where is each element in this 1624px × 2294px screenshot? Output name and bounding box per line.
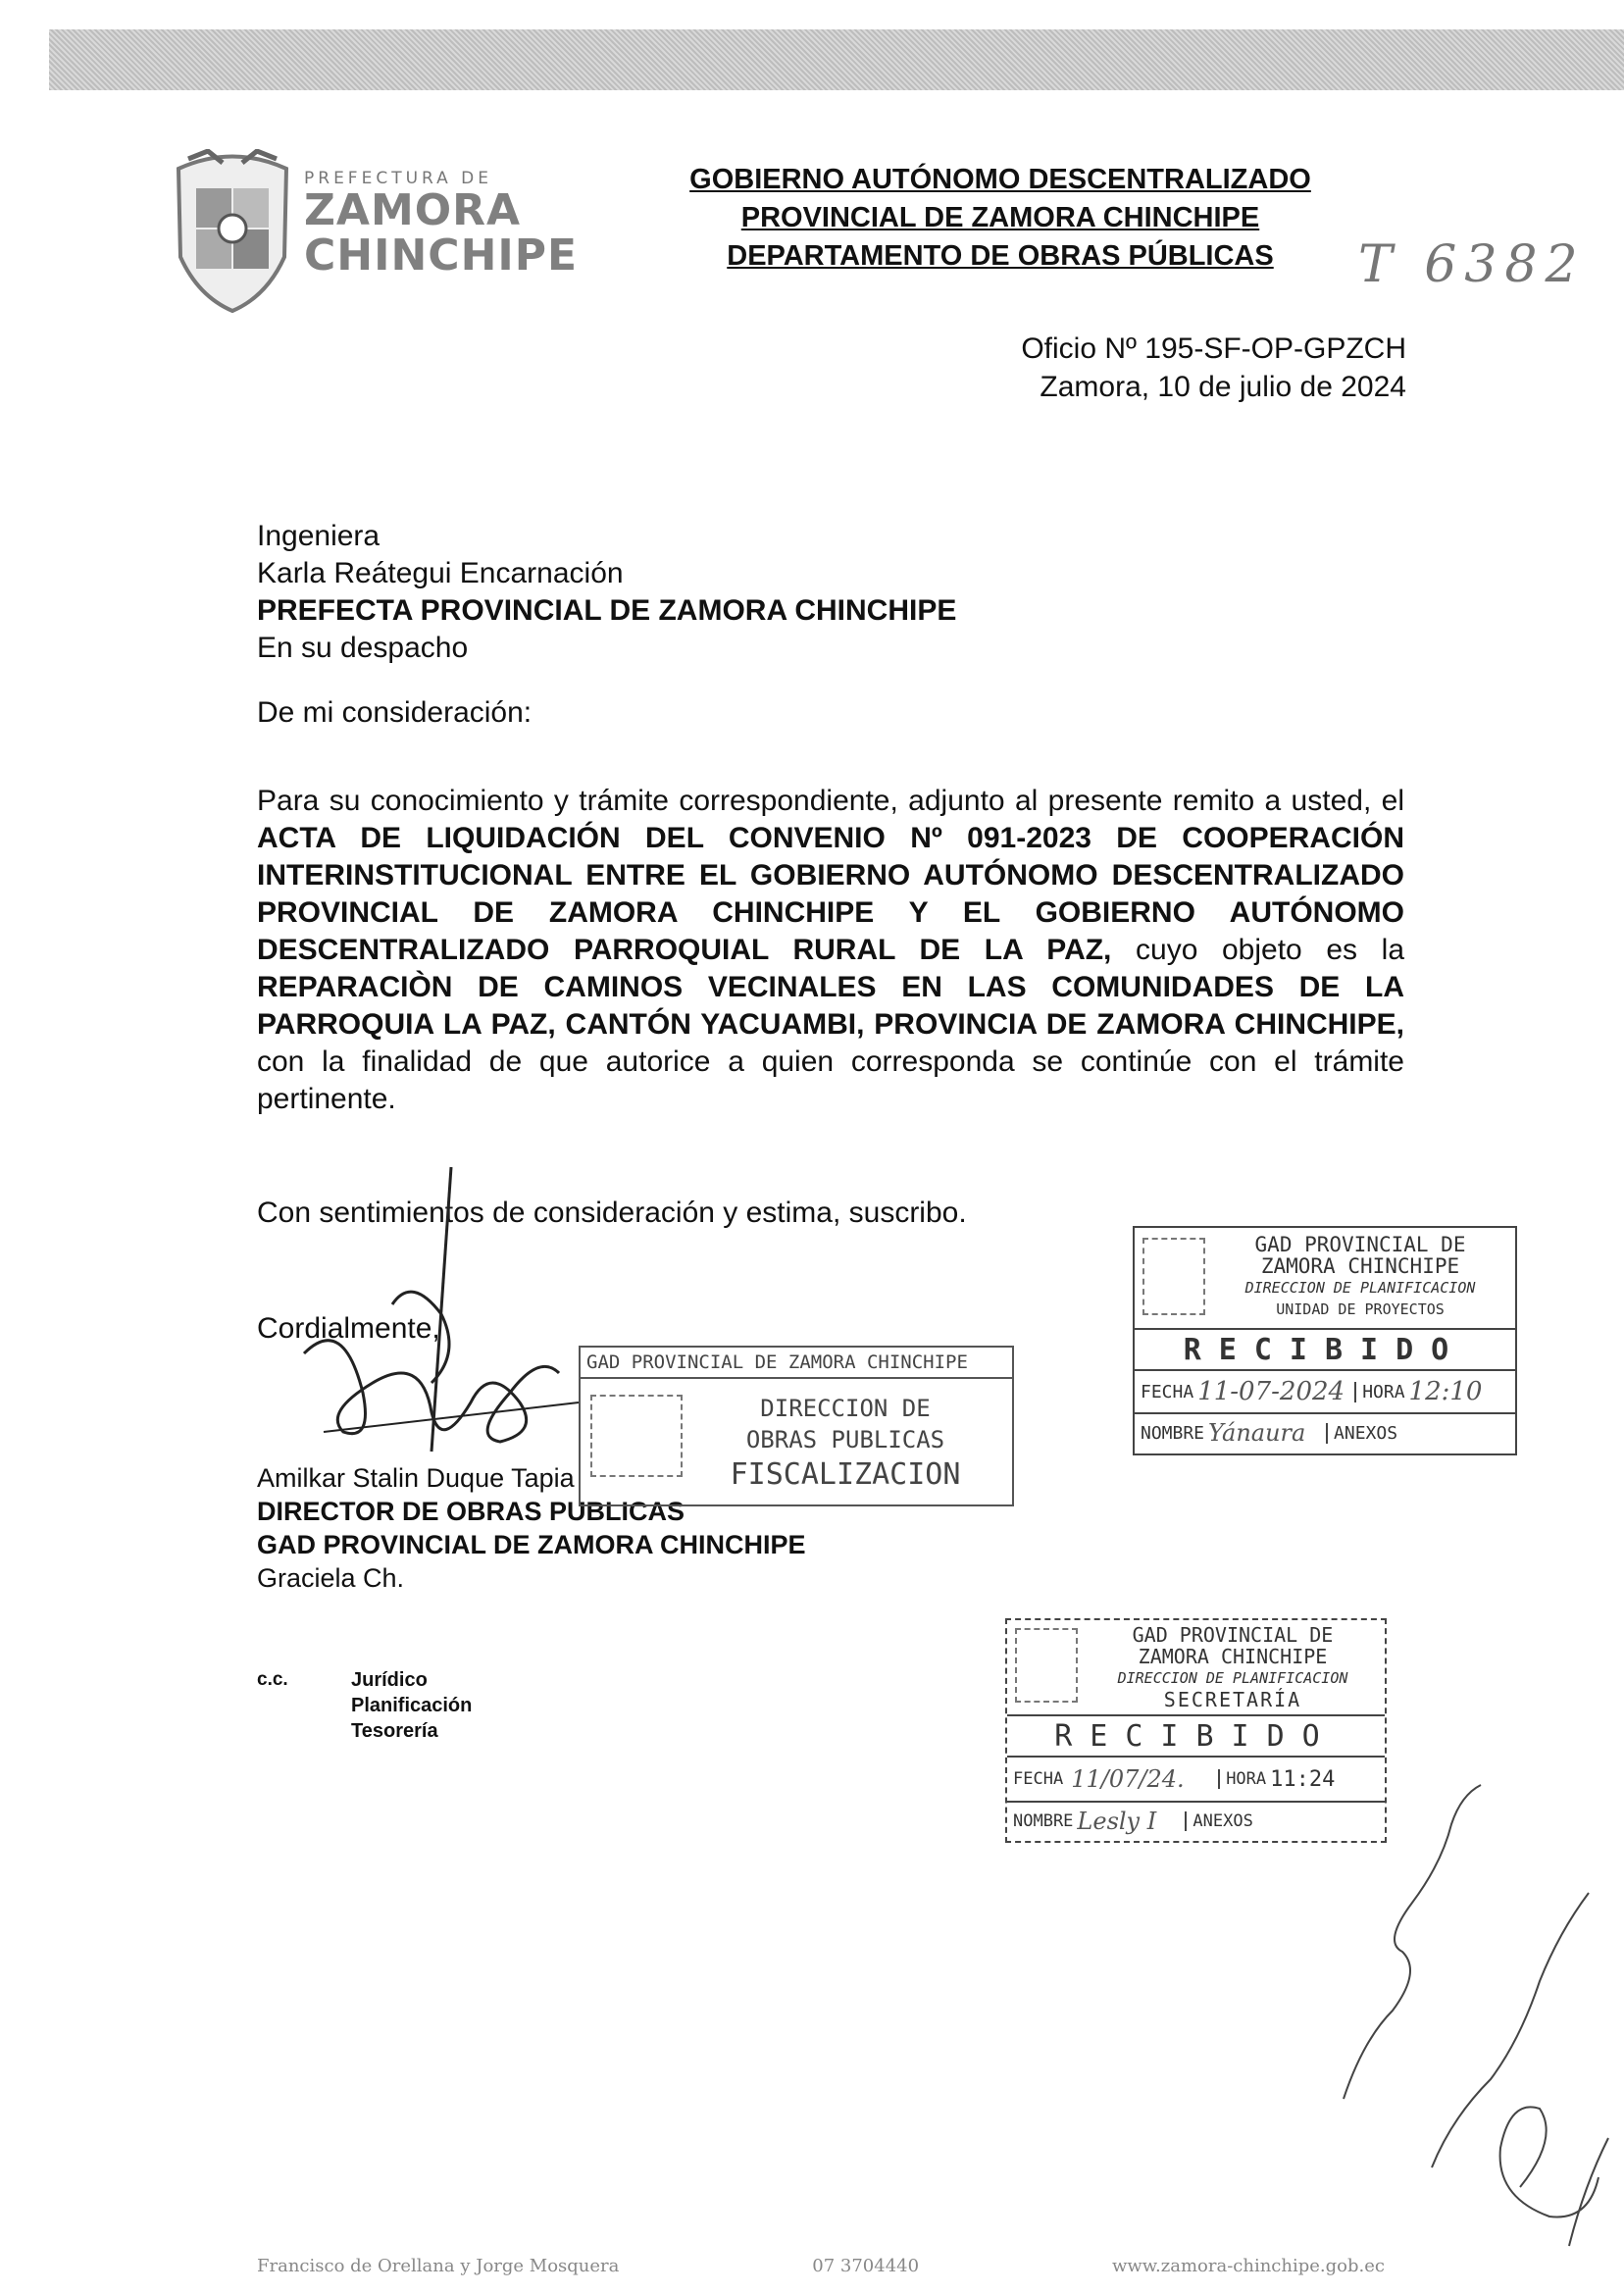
oficio-block	[1021, 330, 1406, 406]
stamp-sec-nombre-value: Lesly I	[1077, 1808, 1157, 1835]
stamp-plan-hora-label: HORA	[1354, 1382, 1404, 1402]
stamp-sec-hora-value: 11:24	[1270, 1766, 1336, 1792]
stamp-sec-line4: SECRETARÍA	[1163, 1688, 1302, 1711]
stamp-plan-line4: UNIDAD DE PROYECTOS	[1276, 1300, 1445, 1318]
header-line1: GOBIERNO AUTÓNOMO DESCENTRALIZADO	[689, 164, 1311, 195]
handwritten-margin-note	[1304, 1726, 1618, 2256]
logo-line2: CHINCHIPE	[304, 230, 579, 280]
stamp-sec-recibido: RECIBIDO	[1007, 1714, 1385, 1756]
oficio-date: Zamora, 10 de julio de 2024	[1040, 371, 1406, 403]
stamp-plan-nombre-row	[1135, 1412, 1515, 1452]
paragraph-bold-2: REPARACIÒN DE CAMINOS VECINALES EN LAS COMUNIDADES DE LA PARROQUIA LA PAZ, CANTÓN YACUAMBI, PROVINCIA DE ZAMORA CHINCHIPE,	[257, 971, 1404, 1041]
page-footer	[257, 2256, 1385, 2276]
footer-address: Francisco de Orellana y Jorge Mosquera	[257, 2256, 620, 2276]
paragraph-text-2: cuyo objeto es la	[1111, 934, 1404, 966]
header-line2: PROVINCIAL DE ZAMORA CHINCHIPE	[740, 202, 1260, 233]
stamp-plan-anexos-label: ANEXOS	[1326, 1423, 1397, 1444]
stamp-plan-nombre-label: NOMBRE	[1141, 1422, 1205, 1444]
stamp-plan-line3: DIRECCION DE PLANIFICACION	[1244, 1279, 1476, 1297]
stamp-plan-recibido: RECIBIDO	[1135, 1328, 1515, 1369]
stamp-planificacion	[1133, 1226, 1517, 1455]
stamp-sec-anexos-label: ANEXOS	[1185, 1811, 1252, 1831]
typist-initials: Graciela Ch.	[257, 1563, 405, 1593]
stamp-sec-fecha-value: 11/07/24.	[1071, 1765, 1185, 1793]
cc-list	[351, 1667, 472, 1744]
stamp-plan-fecha-row	[1135, 1369, 1515, 1412]
stamp-obras-line2: OBRAS PUBLICAS	[745, 1426, 945, 1453]
signer-name: Amilkar Stalin Duque Tapia	[257, 1463, 575, 1493]
stamp-plan-fecha-value: 11-07-2024	[1197, 1377, 1345, 1406]
stamp-sec-line3: DIRECCION DE PLANIFICACION	[1117, 1669, 1348, 1687]
header-line3: DEPARTAMENTO DE OBRAS PÚBLICAS	[727, 240, 1274, 272]
recipient-name: Karla Reátegui Encarnación	[257, 557, 624, 589]
signer-institution: GAD PROVINCIAL DE ZAMORA CHINCHIPE	[257, 1530, 806, 1559]
cc-label: c.c.	[257, 1669, 288, 1690]
handwritten-signature	[284, 1157, 598, 1481]
stamp-obras-publicas	[579, 1346, 1014, 1506]
cc-item: Planificación	[351, 1695, 473, 1716]
logo-line1: ZAMORA	[304, 185, 522, 235]
stamp-sec-line2: ZAMORA CHINCHIPE	[1138, 1645, 1328, 1668]
footer-phone: 07 3704440	[812, 2256, 920, 2276]
recipient-title: Ingeniera	[257, 520, 381, 552]
recipient-office: En su despacho	[257, 632, 469, 664]
paragraph-text-3: con la finalidad de que autorice a quien corresponda se continúe con el trámite pertinente.	[257, 1045, 1404, 1115]
stamp-plan-line2: ZAMORA CHINCHIPE	[1260, 1254, 1460, 1278]
stamp-sec-line1: GAD PROVINCIAL DE	[1132, 1623, 1334, 1647]
stamp-plan-fecha-label: FECHA	[1141, 1381, 1194, 1402]
handwritten-reference: T 6382	[1358, 235, 1586, 294]
stamp-plan-nombre-value: Yánaura	[1208, 1419, 1306, 1447]
stamp-shield-icon	[1142, 1238, 1205, 1315]
stamp-obras-header: GAD PROVINCIAL DE ZAMORA CHINCHIPE	[581, 1348, 1012, 1379]
footer-website: www.zamora-chinchipe.gob.ec	[1111, 2256, 1385, 2276]
stamp-shield-icon	[1015, 1628, 1078, 1703]
stamp-obras-line3: FISCALIZACION	[730, 1457, 961, 1492]
scan-top-band	[49, 29, 1624, 90]
closing-line: Con sentimientos de consideración y estima, suscribo.	[257, 1197, 967, 1229]
logo-pre: PREFECTURA DE	[304, 169, 493, 188]
prefectura-shield-logo	[169, 149, 296, 316]
stamp-sec-hora-label: HORA	[1218, 1769, 1266, 1789]
document-header	[628, 161, 1373, 276]
stamp-obras-line1: DIRECCION DE	[760, 1395, 931, 1422]
recipient-block	[257, 518, 956, 732]
paragraph-bold-1: ACTA DE LIQUIDACIÓN DEL CONVENIO Nº 091-2023 DE COOPERACIÓN INTERINSTITUCIONAL ENTRE EL GOBIERNO AUTÓNOMO DESCENTRALIZADO PROVINCIAL DE ZAMORA CHINCHIPE Y EL GOBIERNO AUTÓNOMO DESCENTRALIZADO PARROQUIAL RURAL DE LA PAZ,	[257, 822, 1404, 966]
stamp-obras-body	[688, 1393, 1002, 1491]
stamp-plan-head	[1135, 1228, 1515, 1328]
body-paragraph	[257, 783, 1404, 1118]
stamp-plan-line1: GAD PROVINCIAL DE	[1254, 1233, 1466, 1256]
cc-item: Jurídico	[351, 1669, 428, 1691]
stamp-sec-fecha-label: FECHA	[1013, 1769, 1064, 1789]
farewell: Cordialmente,	[257, 1312, 440, 1345]
logo-wordmark	[304, 169, 578, 279]
stamp-shield-icon	[590, 1395, 683, 1477]
recipient-position: PREFECTA PROVINCIAL DE ZAMORA CHINCHIPE	[257, 594, 957, 627]
stamp-sec-nombre-label: NOMBRE	[1013, 1811, 1074, 1831]
oficio-number: Oficio Nº 195-SF-OP-GPZCH	[1021, 332, 1406, 365]
stamp-plan-lines	[1213, 1234, 1507, 1320]
paragraph-text-1: Para su conocimiento y trámite correspondiente, adjunto al presente remito a usted, el	[257, 785, 1404, 817]
stamp-sec-lines	[1086, 1624, 1380, 1710]
stamp-plan-hora-value: 12:10	[1408, 1377, 1483, 1406]
cc-item: Tesorería	[351, 1720, 438, 1742]
greeting: De mi consideración:	[257, 696, 533, 729]
stamp-sec-head	[1007, 1620, 1385, 1714]
signer-position: DIRECTOR DE OBRAS PUBLICAS	[257, 1497, 685, 1526]
